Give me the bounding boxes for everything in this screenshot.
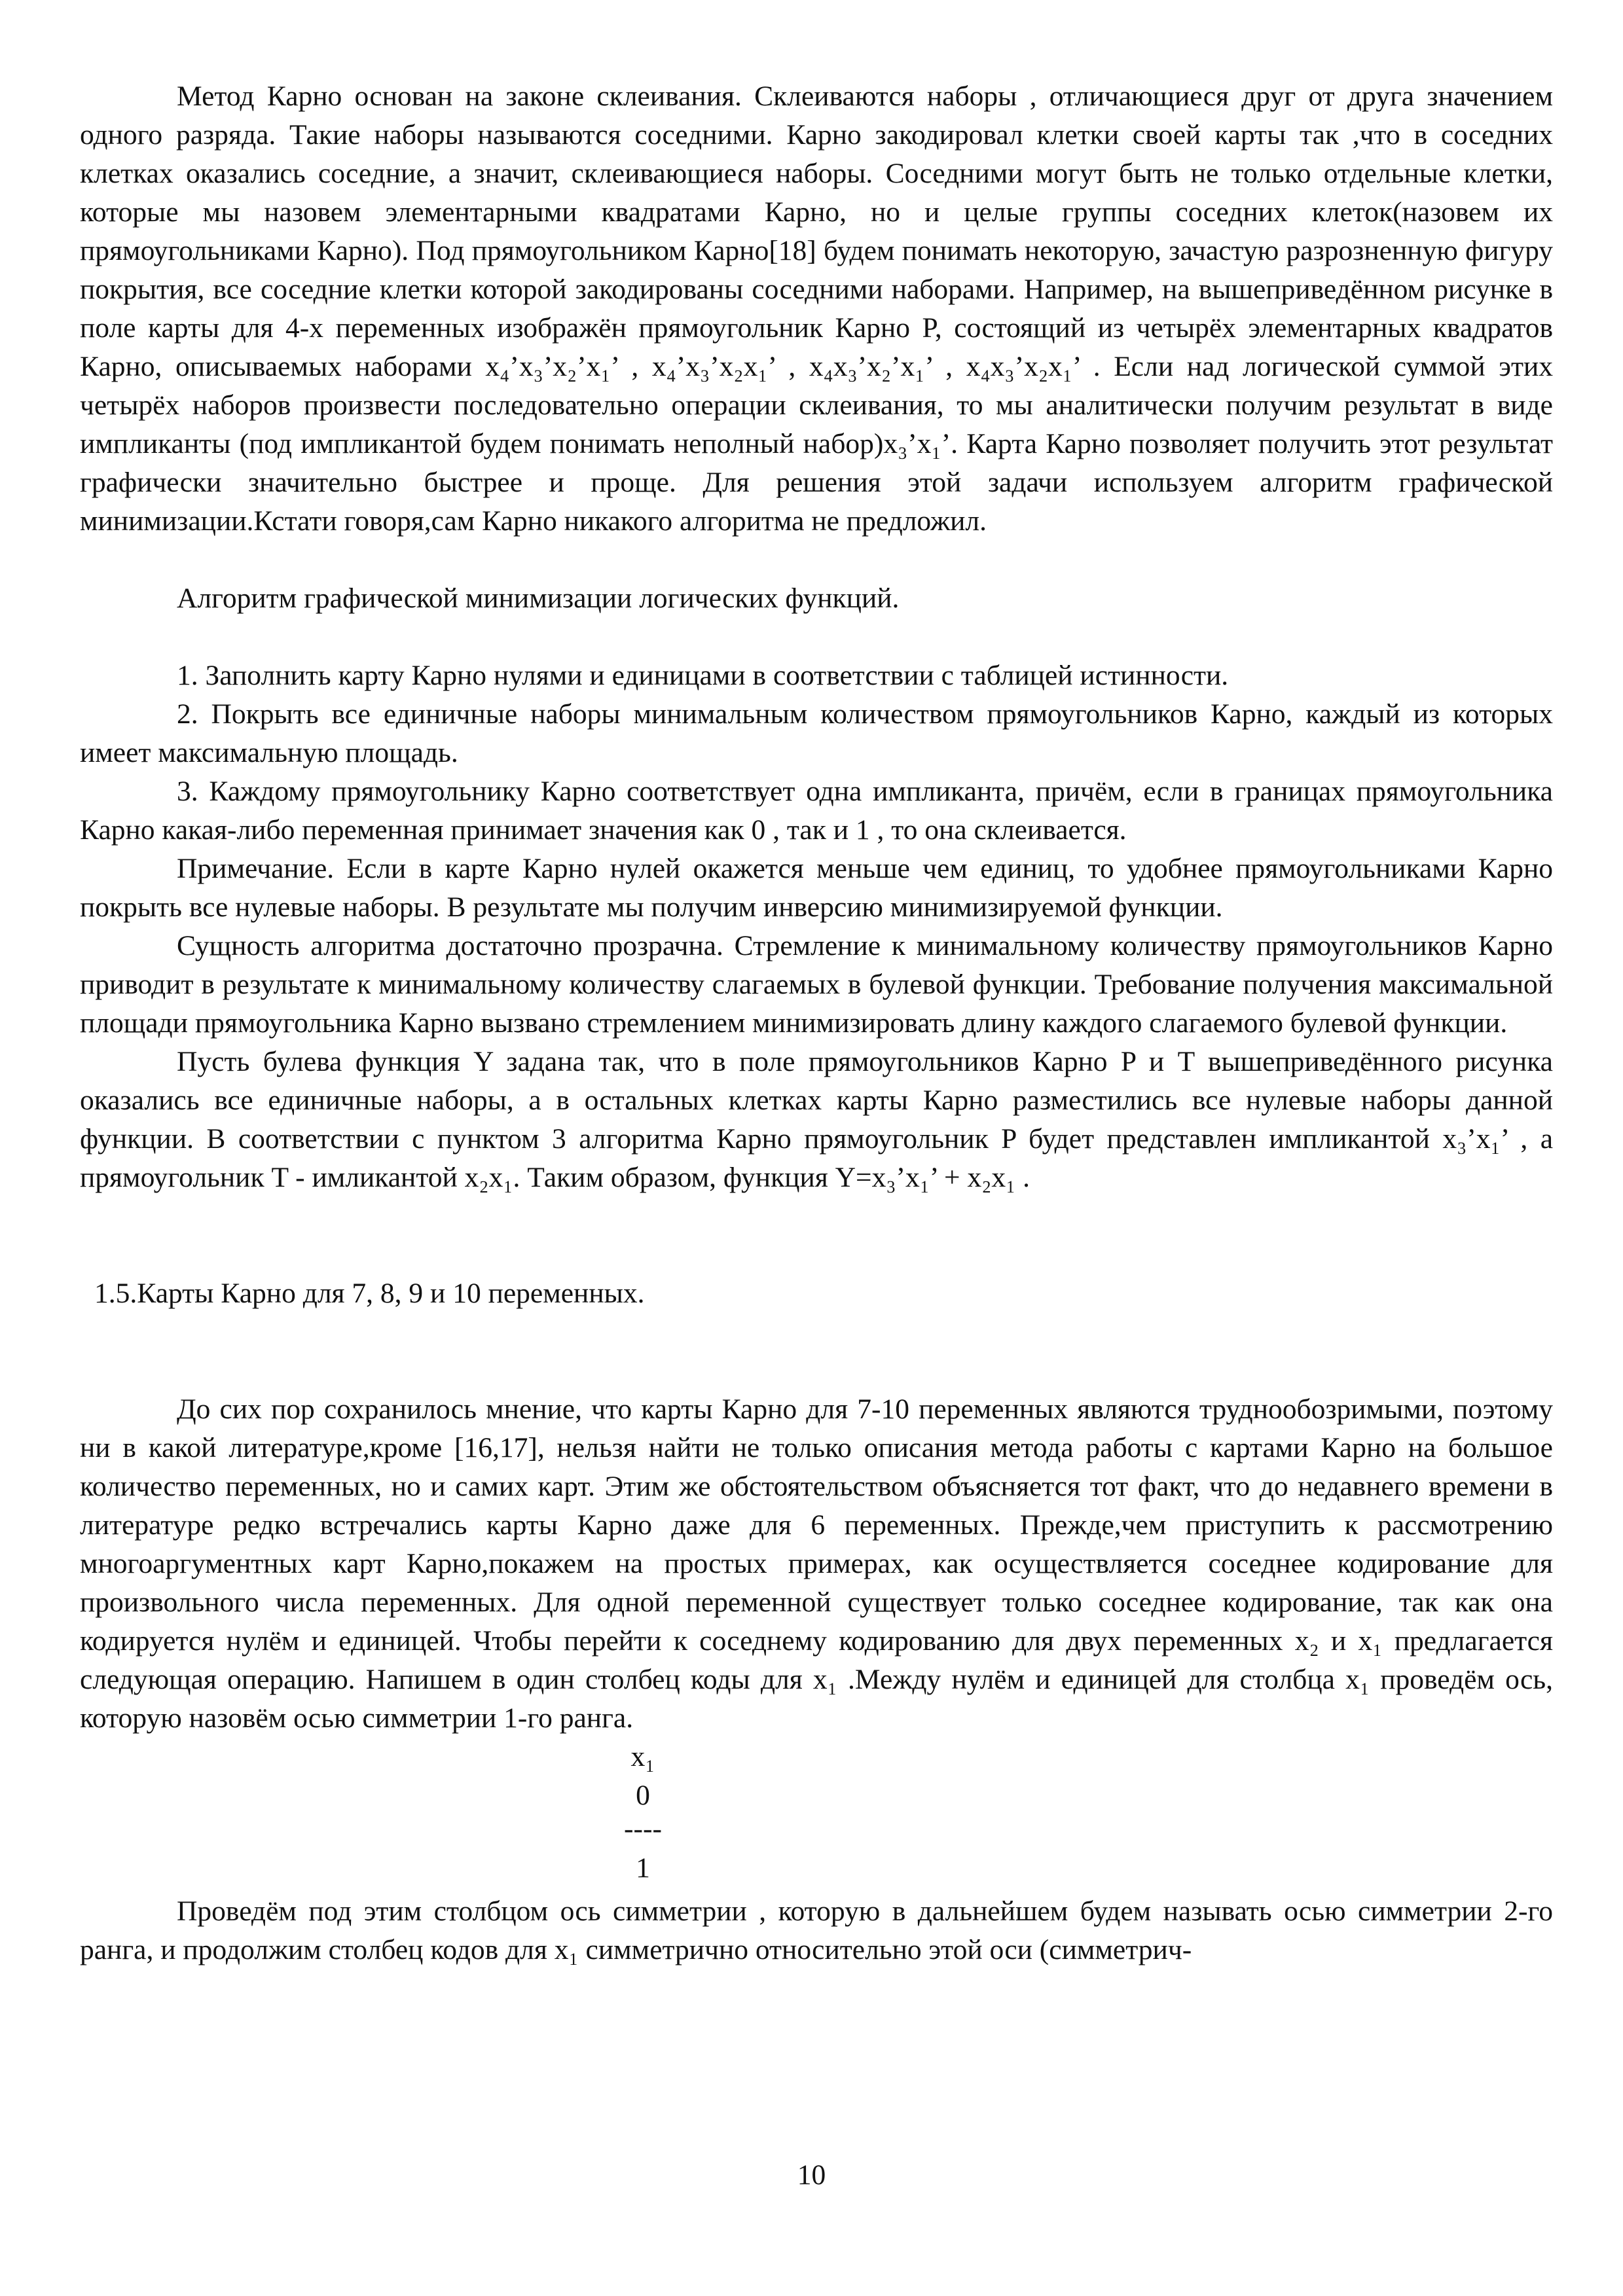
section-heading: 1.5.Карты Карно для 7, 8, 9 и 10 переменных. [94, 1278, 645, 1309]
algorithm-heading: Алгоритм графической минимизации логических функций. [177, 583, 900, 614]
page-number: 10 [797, 2159, 826, 2191]
paragraph-symmetry: Проведём под этим столбцом ось симметрии , которую в дальнейшем будем называть осью симметрии 2-го ранга, и продолжим столбец кодов для x₁ симметрично относительно этой оси (симметрич- [80, 1895, 1553, 1965]
code-column-header: x₁ [630, 1741, 655, 1772]
document-body [80, 77, 1553, 1969]
code-value-0: 0 [636, 1780, 650, 1811]
paragraph-section-intro: До сих пор сохранилось мнение, что карты Карно для 7-10 переменных являются труднообозримыми, поэтому ни в какой литературе,кроме [16,17], нельзя найти не только описания метода работы с картами Карно на большое количество переменных, но и самих карт. Этим же обстоятельством объясняется тот факт, что до недавнего времени в литературе редко встречались карты Карно даже для 6 переменных. Прежде,чем приступить к рассмотрению многоаргументных карт Карно,покажем на простых примерах, как осуществляется соседнее кодирование для произвольного числа переменных. Для одной переменной существует только соседнее кодирование, так как она кодируется нулём и единицей. Чтобы перейти к соседнему кодированию для двух переменных x₂ и x₁ предлагается следующая операцию. Напишем в один столбец коды для x₁ .Между нулём и единицей для столбца x₁ проведём ось, которую назовём осью симметрии 1-го ранга. [80, 1393, 1553, 1734]
symmetry-axis: ---- [624, 1813, 662, 1844]
paragraph-karnaugh-method: Метод Карно основан на законе склеивания. Склеиваются наборы , отличающиеся друг от друга значением одного разряда. Такие наборы называются соседними. Карно закодировал клетки своей карты так ,что в соседних клетках оказались соседние, а значит, склеивающиеся наборы. Соседними могут быть не только отдельные клетки, которые мы назовем элементарными квадратами Карно, но и целые группы соседних клеток(назовем их прямоугольниками Карно). Под прямоугольником Карно[18] будем понимать некоторую, зачастую разрозненную фигуру покрытия, все соседние клетки которой закодированы соседними наборами. Например, на вышеприведённом рисунке в поле карты для 4-х переменных изображён прямоугольник Карно P, состоящий из четырёх элементарных квадратов Карно, описываемых наборами x₄’x₃’x₂’x₁’ , x₄’x₃’x₂x₁’ , x₄x₃’x₂’x₁’ , x₄x₃’x₂x₁’ . Если над логической суммой этих четырёх наборов произвести последовательно операции склеивания, то мы аналитически получим результат в виде импликанты (под импликантой будем понимать неполный набор)x₃’x₁’. Карта Карно позволяет получить этот результат графически значительно быстрее и проще. Для решения этой задачи используем алгоритм графической минимизации.Кстати говоря,сам Карно никакого алгоритма не предложил. [80, 81, 1553, 537]
paragraph-essence: Сущность алгоритма достаточно прозрачна. Стремление к минимальному количеству прямоугольников Карно приводит в результате к минимальному количеству слагаемых в булевой функции. Требование получения максимальной площади прямоугольника Карно вызвано стремлением минимизировать длину каждого слагаемого булевой функции. [80, 930, 1553, 1039]
algorithm-step-2: 2. Покрыть все единичные наборы минимальным количеством прямоугольников Карно, каждый из которых имеет максимальную площадь. [80, 698, 1553, 768]
code-column [80, 1738, 1553, 1892]
paragraph-example: Пусть булева функция Y задана так, что в поле прямоугольников Карно P и T вышеприведённого рисунка оказались все единичные наборы, а в остальных клетках карты Карно разместились все нулевые наборы данной функции. В соответствии с пунктом 3 алгоритма Карно прямоугольник P будет представлен импликантой x₃’x₁’ , а прямоугольник T - имликантой x₂x₁. Таким образом, функция Y=x₃’x₁’ + x₂x₁ . [80, 1046, 1553, 1193]
code-value-1: 1 [636, 1852, 650, 1884]
algorithm-step-1: 1. Заполнить карту Карно нулями и единицами в соответствии с таблицей истинности. [177, 660, 1229, 691]
paragraph-note: Примечание. Если в карте Карно нулей окажется меньше чем единиц, то удобнее прямоугольниками Карно покрыть все нулевые наборы. В результате мы получим инверсию минимизируемой функции. [80, 853, 1553, 923]
algorithm-step-3: 3. Каждому прямоугольнику Карно соответствует одна импликанта, причём, если в границах прямоугольника Карно какая-либо переменная принимает значения как 0 , так и 1 , то она склеивается. [80, 776, 1553, 846]
